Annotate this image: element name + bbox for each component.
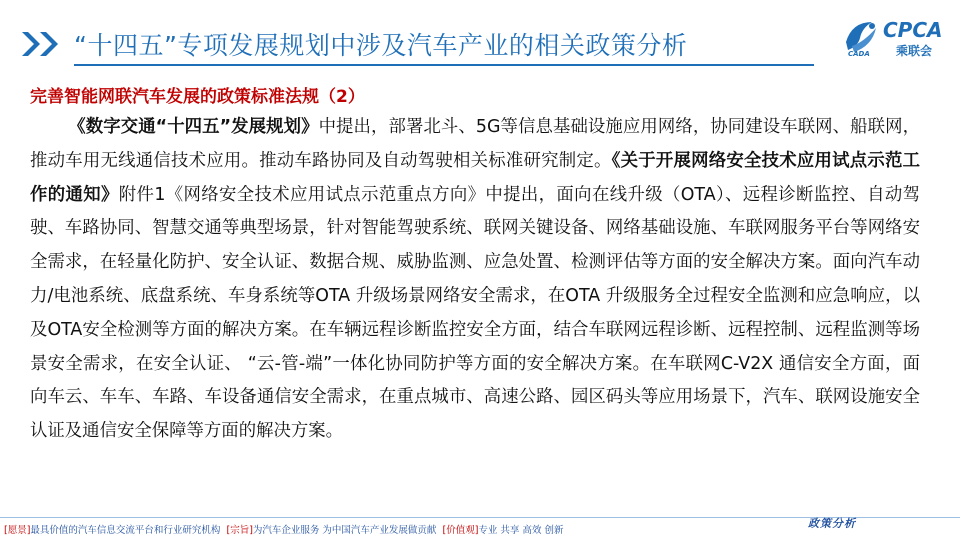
footer-values-label: [价值观] bbox=[442, 525, 479, 536]
paragraph-text-2: 附件1《网络安全技术应用试点示范重点方向》中提出，面向在线升级（OTA）、远程诊断监控、自动驾驶、车路协同、智慧交通等典型场景，针对智能驾驶系统、联网关键设备、网络基础设施、车联网服务平台等网络安全需求，在轻量化防护、安全认证、数据合规、威胁监测、应急处置、检测评估等方面的安全解决方案。面向汽车动力/电池系统、底盘系统、车身系统等OTA 升级场景网络安全需求，在OTA 升级服务全过程安全监测和应急响应，以及OTA安全检测等方面的解决方案。在车辆远程诊断监控安全方面，结合车联网远程诊断、远程控制、远程监测等场景安全需求，在安全认证、 “云-管-端”一体化协同防护等方面的安全解决方案。在车联网C-V2X 通信安全方面，面向车云、车车、车路、车设备通信安全需求，在重点城市、高速公路、园区码头等应用场景下，汽车、联网设施安全认证及通信安全保障等方面的解决方案。 bbox=[30, 184, 920, 442]
policy-title-network-security: 《关于开展网络安全技术应用试点示范工作的通知》 bbox=[30, 150, 920, 205]
double-chevron-icon bbox=[20, 30, 64, 58]
title-underline bbox=[74, 64, 814, 66]
logo-mark-text: CADA bbox=[848, 50, 870, 58]
footer-mission-label: [宗旨] bbox=[226, 525, 253, 536]
footer-values-text: 专业 共享 高效 创新 bbox=[478, 525, 564, 536]
slide-header bbox=[0, 0, 960, 70]
section-title: 完善智能网联汽车发展的政策标准法规（2） bbox=[30, 87, 365, 107]
page-title: “十四五”专项发展规划中涉及汽车产业的相关政策分析 bbox=[74, 31, 688, 60]
footer-mission-text: 为汽车企业服务 为中国汽车产业发展做贡献 bbox=[252, 525, 437, 536]
paragraph-text-1: 中提出，部署北斗、5G等信息基础设施应用网络，协同建设车联网、船联网，推动车用无线通信技术应用。推动车路协同及自动驾驶相关标准研究制定。 bbox=[30, 117, 920, 171]
logo-brand: CPCA bbox=[883, 18, 943, 42]
footer-vision-label: [愿景] bbox=[4, 525, 31, 536]
policy-title-digital-transport: 《数字交通“十四五”发展规划》 bbox=[68, 117, 319, 137]
footer-vision-text: 最具价值的汽车信息交流平台和行业研究机构 bbox=[30, 525, 221, 536]
footer-slogan bbox=[4, 522, 563, 536]
policy-paragraph bbox=[30, 111, 920, 449]
footer-section-name: 政策分析 bbox=[808, 517, 856, 530]
logo-brand-cn: 乘联会 bbox=[896, 44, 933, 58]
